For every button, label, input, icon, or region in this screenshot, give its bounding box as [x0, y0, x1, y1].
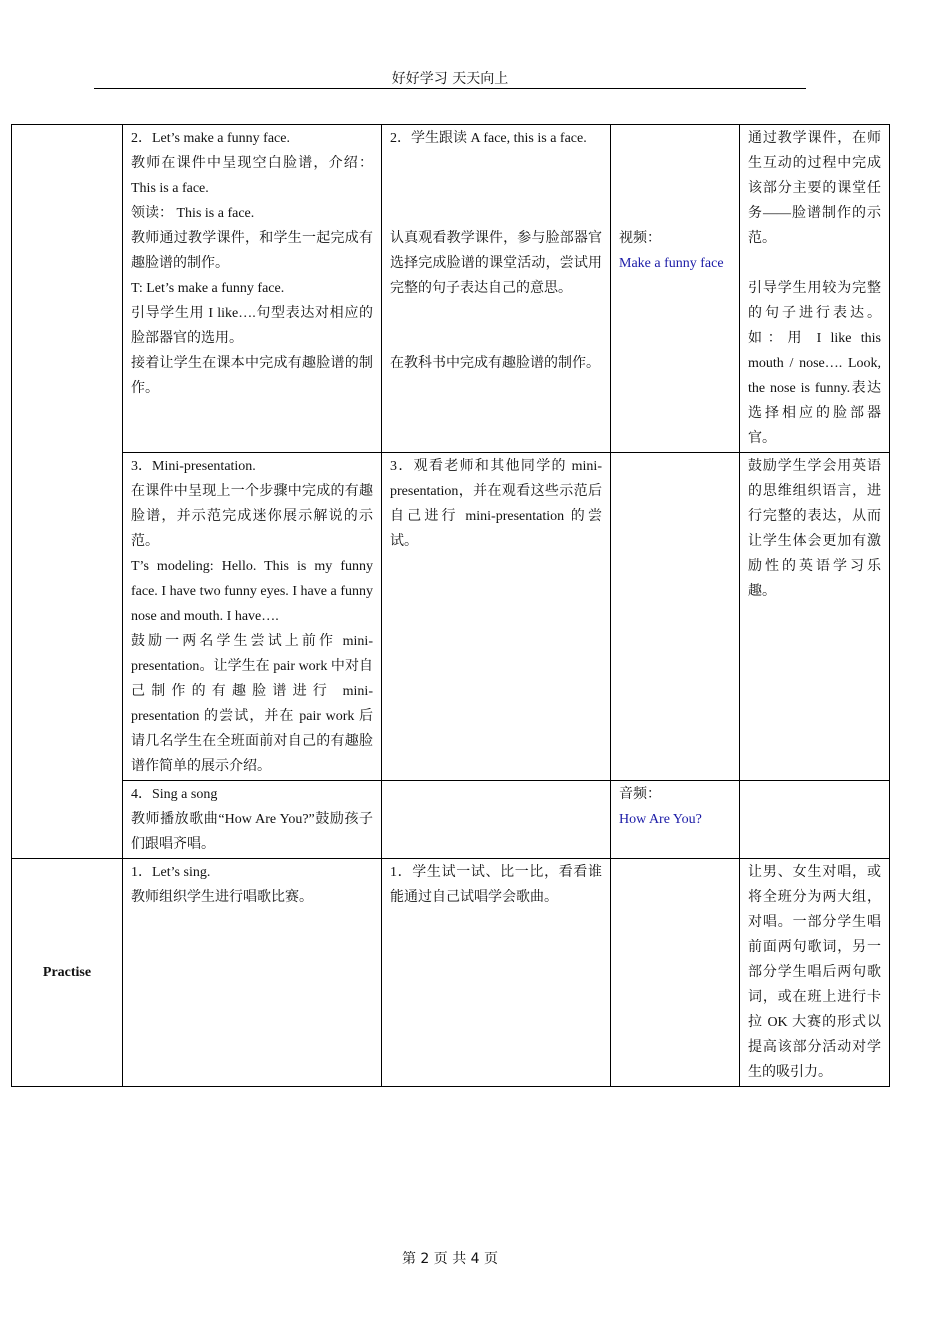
media-cell: [611, 781, 740, 859]
student-text: 在教科书中完成有趣脸谱的制作。: [390, 356, 600, 371]
purpose-cell: [740, 125, 890, 453]
teacher-activity-cell: [123, 781, 382, 859]
table-row: [12, 453, 890, 781]
teacher-text: 教师在课件中呈现空白脸谱，介绍：This is a face.: [131, 156, 373, 196]
purpose-text: 通过教学课件，在师生互动的过程中完成该部分主要的课堂任务——脸谱制作的示范。: [748, 131, 881, 246]
teacher-activity-cell: [123, 453, 382, 781]
step-title: 2．Let’s make a funny face.: [131, 131, 290, 146]
media-label: 音频：: [619, 787, 661, 802]
student-text: 1．学生试一试、比一比，看看谁能通过自己试唱学会歌曲。: [390, 865, 602, 905]
purpose-cell: [740, 453, 890, 781]
purpose-text: 让男、女生对唱，或将全班分为两大组，对唱。一部分学生唱前面两句歌词，另一部分学生唱后两句歌词，或在班上进行卡拉 OK 大赛的形式以提高该部分活动对学生的吸引力。: [748, 865, 881, 1080]
media-cell: [611, 125, 740, 453]
page-footer: 第 2 页 共 4 页: [401, 1251, 499, 1267]
teacher-activity-cell: [123, 125, 382, 453]
student-text: 认真观看教学课件，参与脸部器官选择完成脸谱的课堂活动，尝试用完整的句子表达自己的意思。: [390, 231, 602, 296]
teacher-text: 教师组织学生进行唱歌比赛。: [131, 890, 313, 905]
header-rule: [94, 88, 806, 89]
student-activity-cell: [382, 859, 611, 1087]
table-row: [12, 781, 890, 859]
step-title: 3．Mini-presentation.: [131, 459, 256, 474]
student-text: 3．观看老师和其他同学的 mini-presentation，并在观看这些示范后自己进行 mini-presentation 的尝试。: [390, 459, 602, 549]
stage-cell-empty: [12, 125, 123, 859]
teacher-text: 教师播放歌曲“How Are You?”鼓励孩子们跟唱齐唱。: [131, 812, 373, 852]
teacher-activity-cell: [123, 859, 382, 1087]
teacher-text: T’s modeling: Hello. This is my funny face. I have two funny eyes. I have a funny nose and mouth. I have….: [131, 559, 373, 624]
student-activity-cell: [382, 453, 611, 781]
step-title: 4．Sing a song: [131, 787, 218, 802]
teacher-text: T: Let’s make a funny face.: [131, 281, 285, 296]
media-cell: [611, 453, 740, 781]
media-label: 视频：: [619, 231, 661, 246]
teacher-text: 引导学生用 I like….句型表达对相应的脸部器官的选用。: [131, 306, 373, 346]
purpose-text: 引导学生用较为完整的句子进行表达。如：用 I like this mouth / nose…. Look, the nose is funny.表达选择相应的脸部器官。: [748, 281, 881, 446]
student-activity-cell: [382, 125, 611, 453]
teacher-text: 领读： This is a face.: [131, 206, 255, 221]
teacher-text: 在课件中呈现上一个步骤中完成的有趣脸谱，并示范完成迷你展示解说的示范。: [131, 484, 373, 549]
media-cell: [611, 859, 740, 1087]
teacher-text: 教师通过教学课件，和学生一起完成有趣脸谱的制作。: [131, 231, 373, 271]
purpose-cell: [740, 781, 890, 859]
table-row: [12, 859, 890, 1087]
student-activity-cell: [382, 781, 611, 859]
audio-resource-link[interactable]: How Are You?: [619, 812, 702, 827]
teacher-text: 鼓励一两名学生尝试上前作 mini-presentation。让学生在 pair work 中对自己制作的有趣脸谱进行 mini-presentation 的尝试，并在 pair work 后请几名学生在全班面前对自己的有趣脸谱作简单的展示介绍。: [131, 634, 373, 774]
teacher-text: 接着让学生在课本中完成有趣脸谱的制作。: [131, 356, 373, 396]
lesson-plan-table: [11, 124, 890, 1087]
video-resource-link[interactable]: Make a funny face: [619, 256, 724, 271]
page-header: 好好学习 天天向上: [391, 71, 509, 87]
table-row: [12, 125, 890, 453]
stage-cell: Practise: [12, 859, 123, 1087]
purpose-text: 鼓励学生学会用英语的思维组织语言，进行完整的表达，从而让学生体会更加有激励性的英语学习乐趣。: [748, 459, 881, 599]
purpose-cell: [740, 859, 890, 1087]
step-title: 1．Let’s sing.: [131, 865, 211, 880]
student-text: 2．学生跟读 A face, this is a face.: [390, 131, 587, 146]
